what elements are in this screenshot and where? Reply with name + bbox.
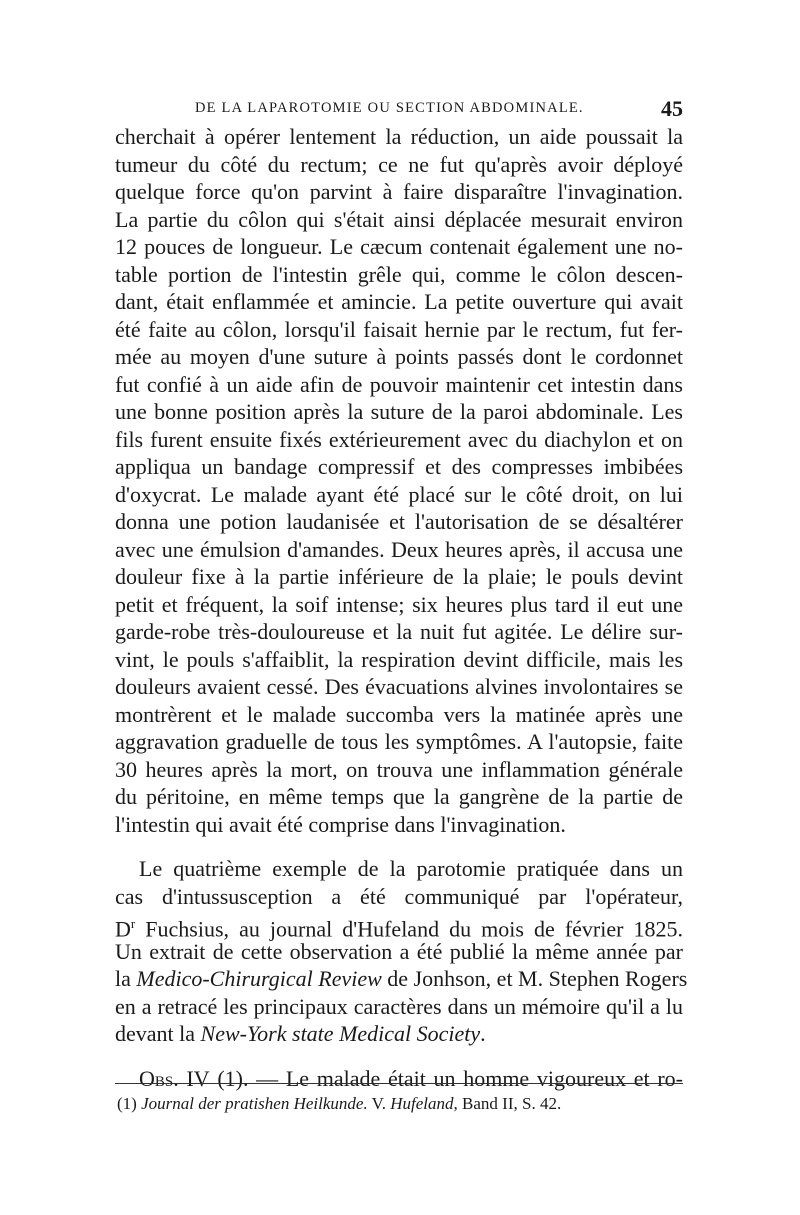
doctor-abbrev-superscript: r — [130, 916, 136, 931]
text-line: 30 heures après la mort, on trouva une inflammation générale — [115, 756, 683, 782]
text-line: fut confié à un aide afin de pouvoir maintenir cet intestin dans — [115, 371, 683, 397]
footnote-text: , Band II, S. 42. — [453, 1094, 562, 1113]
text-line: d'oxycrat. Le malade ayant été placé sur le côté droit, on lui — [115, 481, 683, 507]
paragraph-gap — [115, 1048, 683, 1065]
text-line — [115, 910, 683, 942]
footnote — [117, 1094, 677, 1114]
text-line — [115, 1020, 683, 1048]
text-line: avec une émulsion d'amandes. Deux heures après, il accusa une — [115, 536, 683, 562]
text-line: quelque force qu'on parvint à faire disparaître l'invagination. — [115, 179, 683, 204]
text-line: 12 pouces de longueur. Le cæcum contenait également une no- — [115, 234, 683, 259]
text-line: garde-robe très-douloureuse et la nuit fut agitée. Le délire sur- — [115, 619, 683, 644]
text-line: tumeur du côté du rectum; ce ne fut qu'après avoir déployé — [115, 151, 683, 177]
observation-label: Obs. IV — [139, 1065, 210, 1091]
society-name: New-York state Medical Society — [200, 1021, 481, 1046]
text-line — [115, 1065, 683, 1093]
text-line: du péritoine, en même temps que la gangrène de la partie de — [115, 784, 683, 809]
footnote-author: Hufeland — [390, 1094, 454, 1113]
paragraph-2 — [115, 855, 688, 1048]
line-text: devant la — [115, 1021, 201, 1046]
footnote-marker: (1) — [117, 1094, 142, 1113]
paragraph-gap — [115, 838, 683, 855]
footnote-rule — [115, 1083, 683, 1084]
footnote-journal: Journal der pratishen Heilkunde. — [141, 1094, 368, 1113]
text-line: douleur fixe à la partie inférieure de la plaie; le pouls devint — [115, 564, 683, 589]
text-line: La partie du côlon qui s'était ainsi déplacée mesurait environ — [115, 206, 683, 232]
text-line: mée au moyen d'une suture à points passés dont le cordonnet — [115, 344, 683, 369]
line-text: — Le malade était un homme vigoureux et ro- — [248, 1065, 683, 1091]
text-line: cas d'intussusception a été communiqué par l'opérateur, — [115, 883, 683, 909]
text-line: table portion de l'intestin grêle qui, comme le côlon descen- — [115, 261, 683, 287]
line-text: Fuchsius, au journal d'Hufeland du mois de février 1825. — [135, 916, 683, 942]
footnote-text: V. — [367, 1094, 391, 1113]
line-text: la — [115, 966, 137, 991]
paragraph-1 — [115, 123, 683, 838]
text-line: l'intestin qui avait été comprise dans l'invagination. — [115, 811, 566, 837]
text-line: donna une potion laudanisée et l'autorisation de se désaltérer — [115, 509, 683, 534]
text-line: petit et fréquent, la soif intense; six heures plus tard il eut une — [115, 591, 683, 617]
text-line: Le quatrième exemple de la parotomie pratiquée dans un — [139, 856, 683, 881]
text-line: montrèrent et le malade succomba vers la matinée après une — [115, 701, 683, 727]
text-line: Un extrait de cette observation a été publié la même année par — [115, 938, 683, 964]
text-line: douleurs avaient cessé. Des évacuations alvines involontaires se — [115, 674, 683, 699]
doctor-abbrev: D — [115, 916, 131, 942]
text-line: aggravation graduelle de tous les symptômes. A l'autopsie, faite — [115, 729, 683, 754]
text-line: cherchait à opérer lentement la réduction, un aide poussait la — [115, 124, 683, 149]
text-line: en a retracé les principaux caractères dans un mémoire qu'il a lu — [115, 993, 683, 1019]
journal-title: Medico-Chirurgical Review — [136, 966, 382, 991]
page-number: 45 — [661, 96, 683, 121]
page-header — [115, 96, 683, 122]
text-line: vint, le pouls s'affaiblit, la respiration devint difficile, mais les — [115, 646, 683, 672]
line-text: de Jonhson, et M. Stephen Rogers — [381, 966, 688, 991]
body-text — [115, 123, 688, 1092]
text-line — [115, 965, 688, 993]
running-head: DE LA LAPAROTOMIE OU SECTION ABDOMINALE. — [195, 100, 584, 116]
paragraph-3 — [115, 1065, 683, 1093]
footnote-reference: (1). — [209, 1065, 249, 1091]
text-line: appliqua un bandage compressif et des compresses imbibées — [115, 454, 683, 479]
line-text: . — [480, 1021, 486, 1046]
text-line: été faite au côlon, lorsqu'il faisait hernie par le rectum, fut fer- — [115, 316, 683, 342]
text-line: dant, était enflammée et amincie. La petite ouverture qui avait — [115, 289, 683, 314]
text-line: fils furent ensuite fixés extérieurement avec du diachylon et on — [115, 426, 683, 452]
text-line: une bonne position après la suture de la paroi abdominale. Les — [115, 399, 683, 424]
